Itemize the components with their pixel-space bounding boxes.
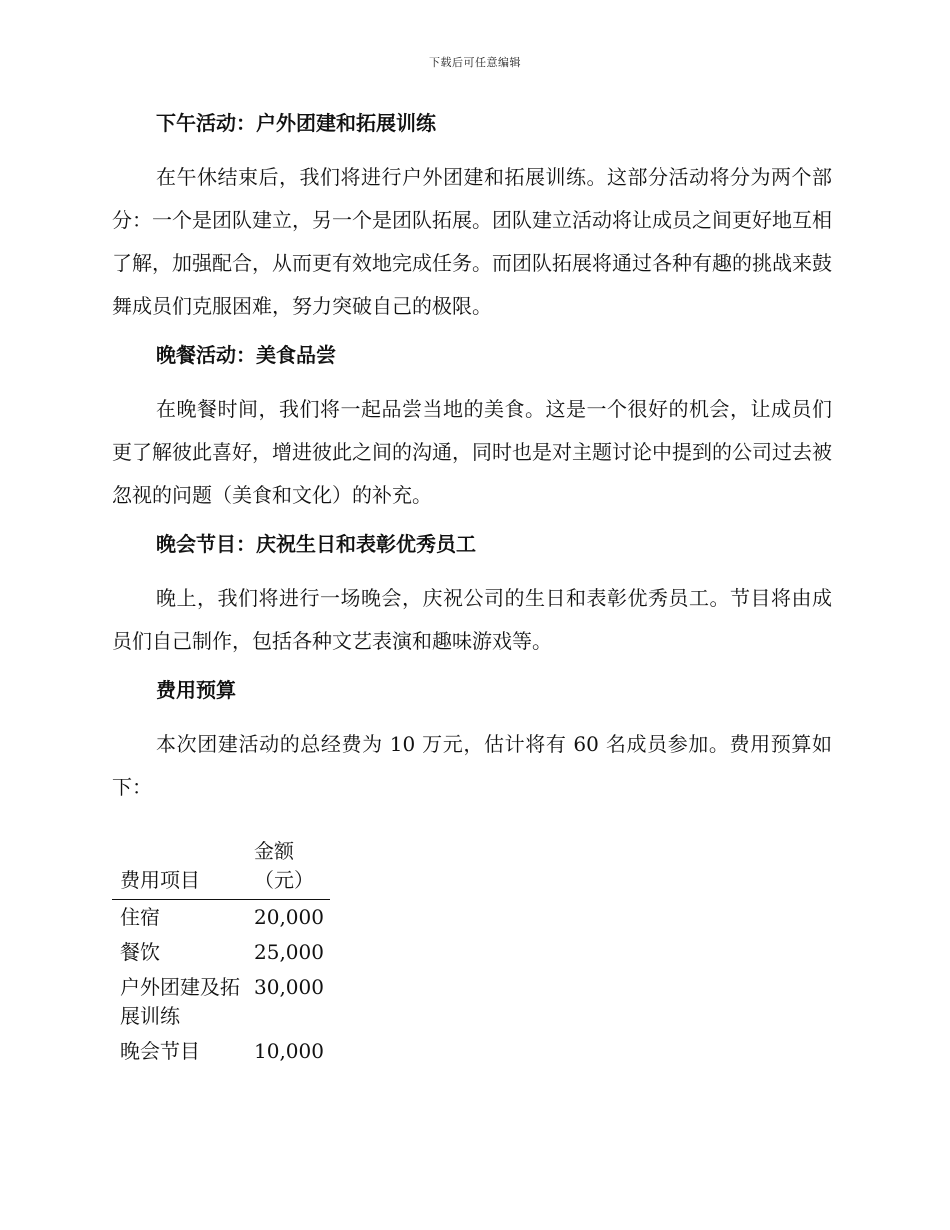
- table-row: [112, 1034, 330, 1069]
- budget-item-catering: 餐饮: [120, 940, 160, 964]
- budget-table: [112, 837, 330, 1069]
- section-heading-dinner: 晚餐活动：美食品尝: [156, 343, 336, 367]
- section-paragraph-evening-party: 晚上，我们将进行一场晚会，庆祝公司的生日和表彰优秀员工。节目将由成员们自己制作，包括各种文艺表演和趣味游戏等。: [112, 586, 832, 653]
- budget-amount-lodging: 20,000: [254, 905, 324, 929]
- budget-item-lodging: 住宿: [120, 905, 160, 929]
- table-row: [112, 935, 330, 970]
- budget-amount-outdoor-training: 30,000: [254, 975, 324, 999]
- table-row: [112, 970, 330, 1034]
- section-heading-afternoon: 下午活动：户外团建和拓展训练: [156, 111, 436, 135]
- section-heading-budget: 费用预算: [156, 678, 236, 702]
- section-paragraph-dinner: 在晚餐时间，我们将一起品尝当地的美食。这是一个很好的机会，让成员们更了解彼此喜好，增进彼此之间的沟通，同时也是对主题讨论中提到的公司过去被忽视的问题（美食和文化）的补充。: [112, 397, 832, 507]
- budget-header-item: 费用项目: [112, 837, 246, 900]
- budget-item-evening-party: 晚会节目: [120, 1039, 200, 1063]
- section-heading-evening-party: 晚会节目：庆祝生日和表彰优秀员工: [156, 532, 476, 556]
- table-row: [112, 900, 330, 936]
- document-body: [112, 108, 832, 1069]
- section-paragraph-budget: 本次团建活动的总经费为 10 万元，估计将有 60 名成员参加。费用预算如下：: [112, 732, 832, 799]
- budget-header-amount: 金额（元）: [246, 837, 330, 900]
- budget-amount-evening-party: 10,000: [254, 1039, 324, 1063]
- section-paragraph-afternoon: 在午休结束后，我们将进行户外团建和拓展训练。这部分活动将分为两个部分：一个是团队建立，另一个是团队拓展。团队建立活动将让成员之间更好地互相了解，加强配合，从而更有效地完成任务。而团队拓展将通过各种有趣的挑战来鼓舞成员们克服困难，努力突破自己的极限。: [112, 165, 832, 318]
- budget-amount-catering: 25,000: [254, 940, 324, 964]
- header-note: 下载后可任意编辑: [429, 56, 521, 69]
- budget-item-outdoor-training: 户外团建及拓展训练: [120, 975, 240, 1028]
- budget-table-header-row: [112, 837, 330, 900]
